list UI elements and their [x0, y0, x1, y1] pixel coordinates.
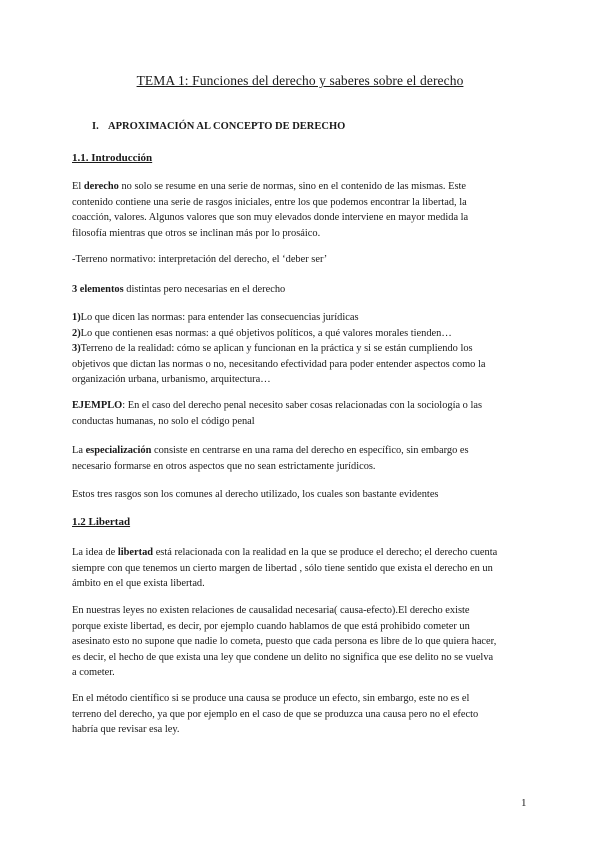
- bold-term: especialización: [85, 445, 152, 456]
- subheading-libertad: 1.2 Libertad: [72, 516, 131, 528]
- list-text: Lo que contienen esas normas: a qué objetivos políticos, a qué valores morales tienden…: [80, 327, 452, 339]
- bold-term: 3 elementos: [72, 284, 124, 295]
- text-run: La idea de: [72, 547, 118, 558]
- text-line: a cometer.: [72, 667, 115, 678]
- text-line: contenido contiene una serie de rasgos iniciales, entre los que podemos encontrar la libertad, la: [72, 196, 467, 208]
- text-line: ámbito en el que exista libertad.: [72, 578, 205, 589]
- page-title: TEMA 1: Funciones del derecho y saberes sobre el derecho: [136, 73, 464, 88]
- text-line: asesinato esto no supone que nadie lo cometa, puesto que cada persona es libre de lo que quiera hacer,: [72, 636, 497, 647]
- bold-term: derecho: [83, 181, 119, 192]
- text-run: distintas pero necesarias en el derecho: [123, 284, 286, 295]
- text-line: En nuestras leyes no existen relaciones de causalidad necesaria( causa-efecto).El derecho existe: [72, 605, 470, 616]
- paragraph-ejemplo: [72, 398, 532, 429]
- section-heading: [92, 121, 345, 132]
- text-run: consiste en centrarse en una rama del derecho en específico, sin embargo es: [151, 445, 469, 456]
- bold-term: libertad: [117, 547, 154, 558]
- list-item: [72, 326, 532, 342]
- list-text: organización urbana, urbanismo, arquitectura…: [72, 374, 271, 385]
- paragraph-rasgos: [72, 487, 532, 503]
- paragraph-especializacion: [72, 443, 532, 474]
- section-number: I.: [92, 121, 99, 132]
- text-run: está relacionada con la realidad en la que se produce el derecho; el derecho cuenta: [153, 547, 498, 558]
- text-run: : En el caso del derecho penal necesito saber cosas relacionadas con la sociología o las: [122, 400, 483, 411]
- subheading-introduccion: 1.1. Introducción: [72, 152, 153, 164]
- paragraph-tres-elementos: [72, 282, 532, 298]
- list-text: Terreno de la realidad: cómo se aplican y funcionan en la práctica y si se están cumpliendo los: [80, 343, 473, 354]
- list-number: 1): [72, 312, 81, 323]
- text-line: necesario formarse en otros aspectos que no sean estrictamente jurídicos.: [72, 460, 376, 472]
- text-run: La: [72, 445, 86, 456]
- numbered-list: [72, 310, 532, 388]
- paragraph-metodo: [72, 691, 532, 738]
- list-text: objetivos que dictan las normas o no, necesitando efectividad para poder entender aspectos como la: [72, 358, 486, 370]
- text-run: no solo se resume en una serie de normas, sino en el contenido de las mismas. Este: [118, 181, 466, 192]
- list-text: Lo que dicen las normas: para entender las consecuencias jurídicas: [80, 312, 359, 323]
- section-label: APROXIMACIÓN AL CONCEPTO DE DERECHO: [108, 121, 346, 132]
- list-item: [72, 310, 532, 326]
- text-line: habría que revisar esa ley.: [72, 724, 180, 735]
- bold-term: EJEMPLO: [72, 400, 123, 411]
- paragraph-intro: [72, 179, 532, 241]
- text-line: terreno del derecho, ya que por ejemplo en el caso de que se produzca una causa pero no el efecto: [72, 708, 479, 720]
- text-line: siempre con que tenemos un cierto margen de libertad , sólo tiene sentido que exista el derecho en un: [72, 562, 493, 574]
- list-item: [72, 341, 532, 357]
- paragraph-terreno: [72, 252, 532, 268]
- text-line: En el método científico si se produce una causa se produce un efecto, sin embargo, este no es el: [72, 693, 470, 704]
- page-number: 1: [521, 797, 527, 809]
- text-line: porque existe libertad, es decir, por ejemplo cuando hablamos de que está prohibido cometer un: [72, 620, 470, 632]
- paragraph-leyes: [72, 603, 532, 681]
- paragraph-libertad: [72, 545, 532, 592]
- text-line: -Terreno normativo: interpretación del derecho, el ‘deber ser’: [72, 254, 328, 265]
- list-number: 2): [72, 327, 81, 339]
- text-line: coacción, valores. Algunos valores que son muy elevados donde interviene en mayor medida la: [72, 212, 469, 223]
- text-line: Estos tres rasgos son los comunes al derecho utilizado, los cuales son bastante evidentes: [72, 489, 439, 500]
- text-line: conductas humanas, no solo el código penal: [72, 415, 255, 427]
- list-number: 3): [72, 343, 81, 354]
- text-line: es decir, el hecho de que exista una ley que condene un delito no significa que ese delito no se vuelva: [72, 651, 494, 663]
- text-line: filosofía mientras que otros se inclinan más por lo prosáico.: [72, 227, 321, 239]
- text-run: El: [72, 181, 84, 192]
